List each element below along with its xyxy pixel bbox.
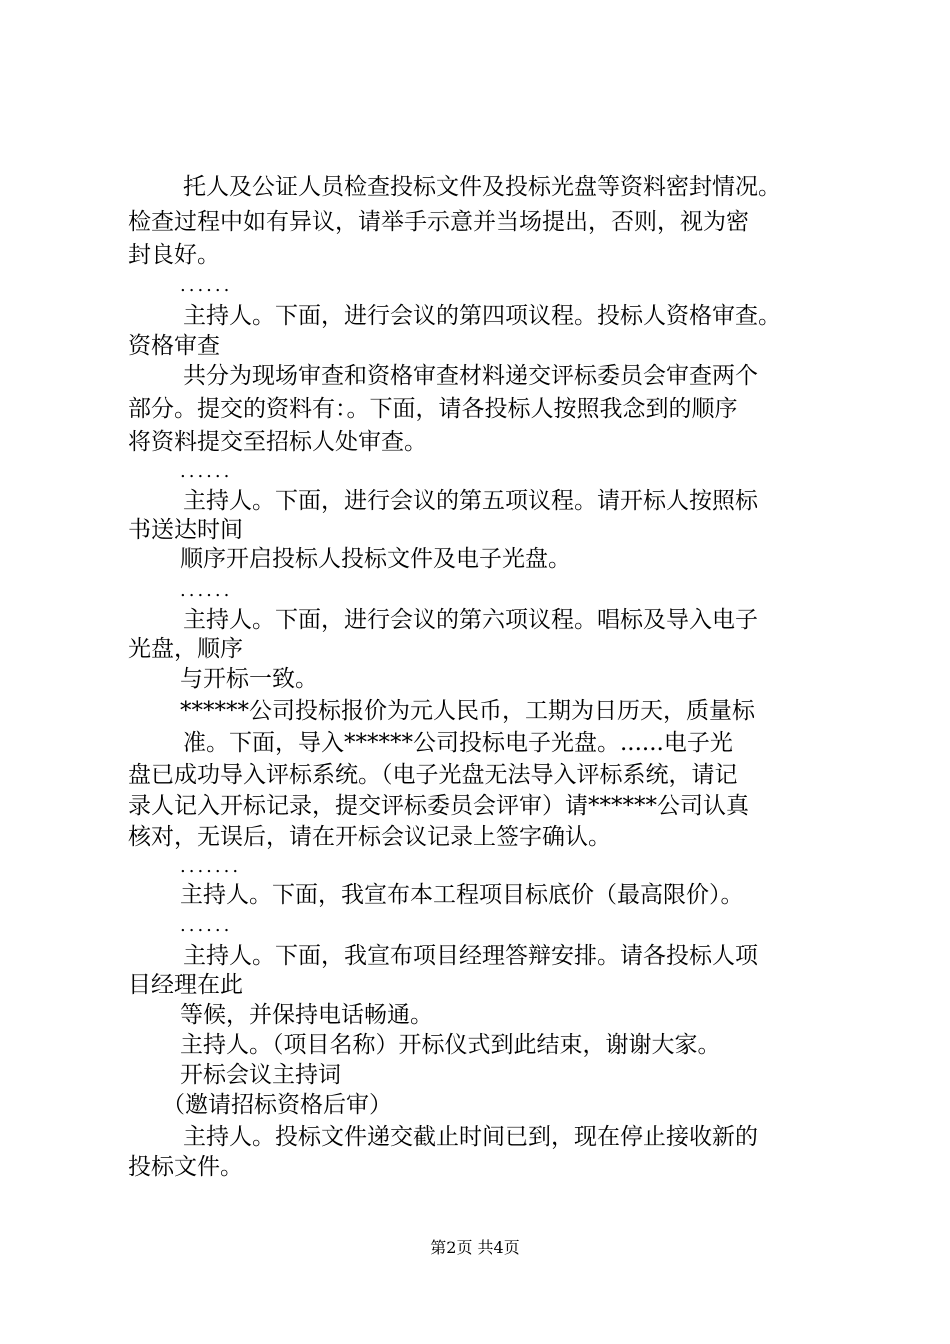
text-line: 资格审查 xyxy=(128,333,220,359)
text-line: 主持人。下面，进行会议的第六项议程。唱标及导入电子 xyxy=(183,607,758,633)
text-line: 光盘，顺序 xyxy=(128,636,243,662)
section-subtitle: （邀请招标资格后审） xyxy=(162,1092,392,1118)
text-line: 主持人。下面，进行会议的第四项议程。投标人资格审查。 xyxy=(183,303,781,329)
text-line: 主持人。下面，进行会议的第五项议程。请开标人按照标 xyxy=(183,488,758,514)
text-line: 目经理在此 xyxy=(128,972,243,998)
text-line: 与开标一致。 xyxy=(180,666,318,692)
text-line: 等候，并保持电话畅通。 xyxy=(180,1002,433,1028)
text-line: 主持人。投标文件递交截止时间已到，现在停止接收新的 xyxy=(183,1124,758,1150)
text-line: 托人及公证人员检查投标文件及投标光盘等资料密封情况。 xyxy=(183,174,781,200)
text-line: 检查过程中如有异议，请举手示意并当场提出，否则，视为密 xyxy=(128,209,749,235)
ellipsis-line: ...... xyxy=(180,915,233,936)
page-footer: 第2页 共4页 xyxy=(430,1238,520,1257)
text-line: 主持人。下面，我宣布项目经理答辩安排。请各投标人项 xyxy=(183,943,758,969)
ellipsis-line: ...... xyxy=(180,461,233,482)
text-line: 录人记入开标记录，提交评标委员会评审）请******公司认真 xyxy=(128,793,749,819)
text-line: 主持人。（项目名称）开标仪式到此结束，谢谢大家。 xyxy=(180,1032,721,1058)
ellipsis-line: ...... xyxy=(180,275,233,296)
text-line: 核对，无误后，请在开标会议记录上签字确认。 xyxy=(128,824,611,850)
text-line: 将资料提交至招标人处审查。 xyxy=(128,429,427,455)
text-line: 盘已成功导入评标系统。（电子光盘无法导入评标系统，请记 xyxy=(128,762,738,788)
text-line: 封良好。 xyxy=(128,242,220,268)
text-line: 主持人。下面，我宣布本工程项目标底价（最高限价）。 xyxy=(180,882,744,908)
text-line: 投标文件。 xyxy=(128,1154,243,1180)
section-title: 开标会议主持词 xyxy=(180,1062,341,1088)
ellipsis-line: ...... xyxy=(180,580,233,601)
text-line: 部分。提交的资料有：。下面，请各投标人按照我念到的顺序 xyxy=(128,396,738,422)
text-line: 共分为现场审查和资格审查材料递交评标委员会审查两个 xyxy=(183,363,758,389)
ellipsis-line: ....... xyxy=(180,856,242,877)
text-line: 顺序开启投标人投标文件及电子光盘。 xyxy=(180,546,571,572)
text-line: 准。下面，导入******公司投标电子光盘。......电子光 xyxy=(183,730,733,756)
text-line: 书送达时间 xyxy=(128,517,243,543)
text-line: ******公司投标报价为元人民币，工期为日历天，质量标 xyxy=(180,698,755,724)
